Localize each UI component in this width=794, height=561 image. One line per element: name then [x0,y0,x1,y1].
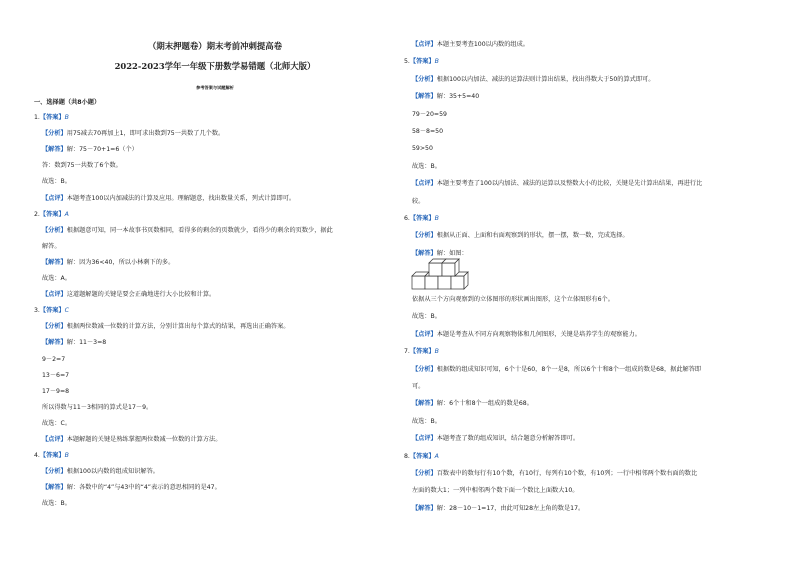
answer-choice: C [64,307,69,314]
answer-line [412,487,579,495]
answer-line [42,178,71,186]
answer-choice: B [64,114,69,121]
answer-line [42,372,69,380]
answer-line [42,323,290,331]
label-tag: 【分析】 [412,470,437,477]
label-tag: 【分析】 [42,323,67,330]
answer-choice: B [64,452,69,459]
answer-line [42,484,221,492]
line-text: 9－2=7 [42,356,66,363]
label-tag: 【解答】 [412,400,437,407]
line-text: 79－20=59 [412,111,447,118]
label-tag: 【解答】 [412,250,437,257]
question-answer-line [404,453,439,461]
answer-line [42,227,333,235]
question-answer-line [34,211,69,219]
answer-line [412,41,529,49]
label-tag: 【点评】 [412,41,437,48]
line-text: 17－9=8 [42,388,70,395]
line-text: 解：各数中的“4”与43中的“4”表示的意思相同的是47。 [66,484,221,491]
question-answer-line [404,215,439,223]
question-answer-line [34,307,69,315]
line-text: 故选：B。 [412,163,441,170]
answer-line [42,420,71,428]
label-tag: 【答案】 [409,348,435,355]
answer-line [412,296,614,304]
answer-choice: B [434,348,439,355]
question-answer-line [404,348,439,356]
question-number: 1. [34,114,40,121]
answer-line [412,505,584,513]
question-number: 3. [34,307,40,314]
answer-line [42,146,138,154]
answer-line [42,130,224,138]
label-tag: 【解答】 [42,259,67,266]
cube-figure-svg [410,258,472,290]
label-tag: 【答案】 [39,114,65,121]
line-text: 故选：B。 [42,178,71,185]
label-tag: 【分析】 [42,130,67,137]
label-tag: 【解答】 [412,505,437,512]
line-text: 根据两位数减一位数的计算方法，分别计算出每个算式的结果，再选出正确答案。 [66,323,290,330]
label-tag: 【答案】 [409,453,435,460]
line-text: 较。 [412,198,425,205]
line-text: 本题主要考查了100以内加法、减法的运算以及整数大小的比较，关键是先计算出结果，再进行比 [436,180,703,187]
answer-line [412,128,443,136]
answer-line [42,500,71,508]
answer-line [412,232,629,240]
doc-title-line2: 2022-2023学年一年级下册数学易错题（北师大版） [114,61,316,71]
label-tag: 【答案】 [39,452,65,459]
line-text: 左面的数大1；一列中相邻两个数下面一个数比上面数大10。 [412,487,579,494]
line-text: 解：35+5=40 [436,93,480,100]
line-text: 本题解题的关键是熟练掌握两位数减一位数的计算方法。 [66,436,222,443]
line-text: 解：如图： [436,250,468,257]
line-text: 本题考查了数的组成知识，结合题意分析解答即可。 [436,435,580,442]
line-text: 根据从正面、上面和右面观察到的形状，摆一摆，数一数，完成选择。 [436,232,629,239]
line-text: 本题是考查从不同方向观察物体和几何图形，关键是培养学生的观察能力。 [436,331,641,338]
answer-line [42,468,159,476]
line-text: 这道题解题的关键是要会正确地进行大小比较和计算。 [66,291,216,298]
question-number: 2. [34,211,40,218]
doc-title-line1: （期末押题卷）期末考前冲刺提高卷 [148,41,282,51]
line-text: 故选：B。 [42,500,71,507]
answer-choice: A [434,453,439,460]
line-text: 13－6=7 [42,372,70,379]
line-text: 解：28－10－1=17，由此可知28左上角的数是17。 [436,505,585,512]
label-tag: 【分析】 [412,232,437,239]
answer-choice: B [434,58,439,65]
answer-line [412,198,424,206]
answer-line [412,418,441,426]
line-text: 解：11－3=8 [66,339,107,346]
question-number: 7. [404,348,410,355]
answer-line [412,180,702,188]
line-text: 可。 [412,383,425,390]
answer-line [42,275,71,283]
question-answer-line [34,114,69,122]
label-tag: 【答案】 [39,211,65,218]
answer-line [412,366,701,374]
doc-subtitle: 参考答案与试题解析 [196,85,234,90]
label-tag: 【解答】 [412,93,437,100]
line-text: 故选：B。 [412,418,441,425]
label-tag: 【答案】 [409,215,435,222]
question-answer-line [404,58,439,66]
answer-choice: A [64,211,69,218]
label-tag: 【分析】 [412,76,437,83]
question-number: 4. [34,452,40,459]
label-tag: 【答案】 [39,307,65,314]
answer-line [412,111,447,119]
line-text: 答：数到75一共数了6个数。 [42,162,122,169]
line-text: 所以得数与11－3相同的算式是17－9。 [42,404,153,411]
line-text: 根据100以内数的组成知识解答。 [66,468,159,475]
label-tag: 【点评】 [42,195,67,202]
line-text: 解：6个十和8个一组成的数是68。 [436,400,533,407]
line-text: 百数表中的数每行有10个数，有10行，每列有10个数，有10列；一行中相邻两个数右面的数比 [436,470,698,477]
label-tag: 【解答】 [42,484,67,491]
line-text: 58－8=50 [412,128,444,135]
answer-line [412,435,579,443]
question-number: 8. [404,453,410,460]
line-text: 根据数的组成知识可知，6个十是60，8个一是8，所以6个十和8个一组成的数是68，据此解答即 [436,366,702,373]
label-tag: 【点评】 [412,435,437,442]
line-text: 解：因为36<40，所以小林剩下的多。 [66,259,175,266]
label-tag: 【点评】 [412,331,437,338]
label-tag: 【点评】 [42,436,67,443]
answer-line [42,195,295,203]
line-text: 59>50 [412,145,433,152]
question-number: 6. [404,215,410,222]
line-text: 依据从三个方向观察到的立体图形的形状画出图形，这个立体图形有6个。 [412,296,614,303]
label-tag: 【解答】 [42,146,67,153]
line-text: 解答。 [42,243,61,250]
answer-line [42,339,106,347]
answer-line [412,313,441,321]
answer-line [412,250,468,258]
answer-line [42,436,221,444]
answer-line [42,259,174,267]
answer-line [412,470,697,478]
label-tag: 【解答】 [42,339,67,346]
answer-line [42,291,215,299]
answer-line [42,243,61,251]
line-text: 故选：C。 [42,420,72,427]
answer-choice: B [434,215,439,222]
label-tag: 【分析】 [412,366,437,373]
answer-line [412,93,479,101]
answer-line [412,331,641,339]
label-tag: 【分析】 [42,468,67,475]
answer-line [412,76,654,84]
answer-line [412,145,433,153]
question-number: 5. [404,58,410,65]
answer-line [42,356,65,364]
answer-line [412,163,441,171]
answer-line [42,404,152,412]
line-text: 故选：A。 [42,275,71,282]
line-text: 本题主要考查100以内数的组成。 [436,41,529,48]
label-tag: 【点评】 [412,180,437,187]
label-tag: 【答案】 [409,58,435,65]
cube-figure [410,258,472,290]
question-answer-line [34,452,69,460]
answer-line [42,388,69,396]
line-text: 根据100以内加法、减法的运算法则计算出结果，找出得数大于50的算式即可。 [436,76,655,83]
line-text: 故选：B。 [412,313,441,320]
answer-line [412,383,424,391]
label-tag: 【点评】 [42,291,67,298]
section-heading: 一、选择题（共8小题） [34,99,101,106]
label-tag: 【分析】 [42,227,67,234]
answer-line [412,400,533,408]
answer-line [42,162,122,170]
line-text: 本题考查100以内加减法的计算及应用。理解题意，找出数量关系，列式计算即可。 [66,195,296,202]
line-text: 根据题意可知，同一本故事书页数相同，看得多的剩余的页数就少，看得少的剩余的页数少，据此 [66,227,333,234]
line-text: 解：75－70+1=6（个） [66,146,138,153]
line-text: 用75减去70再加上1，即可求出数到75一共数了几个数。 [66,130,225,137]
